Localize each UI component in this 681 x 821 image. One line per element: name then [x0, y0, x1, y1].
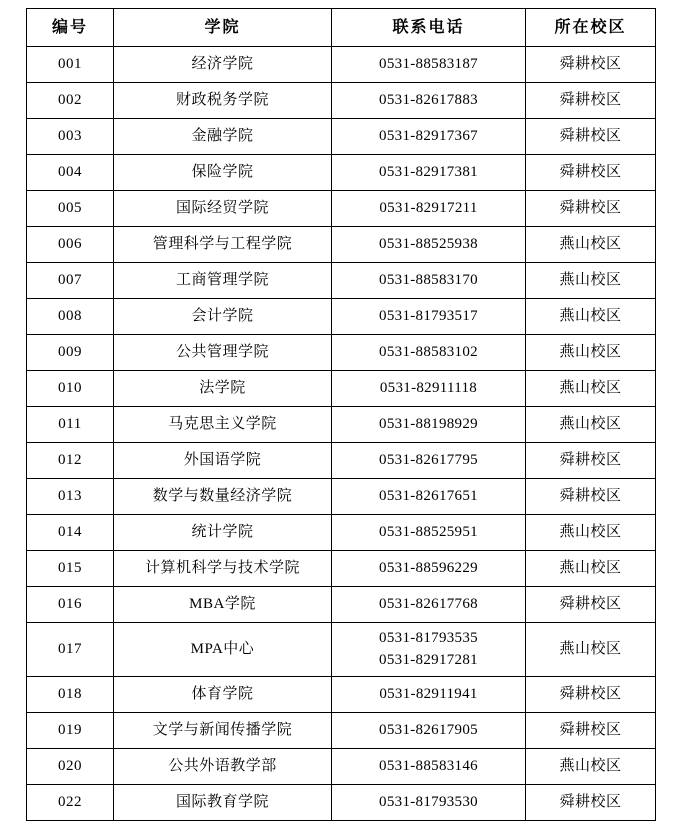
table-row — [27, 479, 656, 515]
cell-id: 011 — [27, 407, 114, 443]
cell-phone — [332, 785, 526, 821]
cell-id: 001 — [27, 47, 114, 83]
cell-id: 004 — [27, 155, 114, 191]
cell-phone — [332, 47, 526, 83]
table-row — [27, 119, 656, 155]
cell-college-name: 体育学院 — [114, 677, 332, 713]
cell-id: 002 — [27, 83, 114, 119]
table-row — [27, 299, 656, 335]
cell-college-name: 工商管理学院 — [114, 263, 332, 299]
cell-college-name: 数学与数量经济学院 — [114, 479, 332, 515]
cell-college-name: 国际经贸学院 — [114, 191, 332, 227]
phone-number: 0531-82917281 — [379, 651, 478, 668]
cell-campus: 燕山校区 — [526, 371, 656, 407]
phone-number: 0531-82911118 — [379, 379, 478, 396]
cell-college-name: MPA中心 — [114, 623, 332, 677]
cell-id: 003 — [27, 119, 114, 155]
cell-phone — [332, 155, 526, 191]
phone-number: 0531-82617795 — [379, 451, 478, 468]
phone-number: 0531-82617905 — [379, 721, 478, 738]
cell-id: 016 — [27, 587, 114, 623]
cell-phone — [332, 479, 526, 515]
cell-campus: 燕山校区 — [526, 551, 656, 587]
table-row — [27, 623, 656, 677]
college-contact-table — [26, 8, 656, 821]
cell-campus: 燕山校区 — [526, 515, 656, 551]
phone-number: 0531-81793530 — [379, 793, 478, 810]
cell-college-name: 文学与新闻传播学院 — [114, 713, 332, 749]
column-header-id: 编号 — [27, 9, 114, 47]
cell-campus: 燕山校区 — [526, 749, 656, 785]
phone-number: 0531-82917381 — [379, 163, 478, 180]
table-row — [27, 785, 656, 821]
table-row — [27, 551, 656, 587]
cell-phone — [332, 443, 526, 479]
cell-campus: 舜耕校区 — [526, 479, 656, 515]
cell-college-name: 国际教育学院 — [114, 785, 332, 821]
phone-number: 0531-82911941 — [379, 685, 478, 702]
cell-id: 013 — [27, 479, 114, 515]
cell-campus: 舜耕校区 — [526, 587, 656, 623]
cell-campus: 舜耕校区 — [526, 47, 656, 83]
cell-id: 010 — [27, 371, 114, 407]
cell-campus: 燕山校区 — [526, 623, 656, 677]
cell-college-name: 统计学院 — [114, 515, 332, 551]
table-row — [27, 155, 656, 191]
table-row — [27, 443, 656, 479]
cell-phone — [332, 515, 526, 551]
cell-campus: 舜耕校区 — [526, 713, 656, 749]
phone-number: 0531-88596229 — [379, 559, 478, 576]
phone-number: 0531-88583102 — [379, 343, 478, 360]
cell-phone — [332, 551, 526, 587]
table-row — [27, 713, 656, 749]
cell-campus: 燕山校区 — [526, 263, 656, 299]
cell-college-name: 公共管理学院 — [114, 335, 332, 371]
cell-id: 008 — [27, 299, 114, 335]
phone-number: 0531-88583187 — [379, 55, 478, 72]
cell-phone — [332, 263, 526, 299]
cell-campus: 舜耕校区 — [526, 119, 656, 155]
table-row — [27, 335, 656, 371]
cell-phone — [332, 713, 526, 749]
cell-phone — [332, 587, 526, 623]
phone-number: 0531-82917211 — [379, 199, 478, 216]
cell-college-name: 管理科学与工程学院 — [114, 227, 332, 263]
cell-id: 007 — [27, 263, 114, 299]
cell-college-name: 法学院 — [114, 371, 332, 407]
phone-number: 0531-82617768 — [379, 595, 478, 612]
cell-campus: 舜耕校区 — [526, 785, 656, 821]
cell-college-name: 外国语学院 — [114, 443, 332, 479]
phone-number: 0531-82917367 — [379, 127, 478, 144]
phone-number: 0531-82617651 — [379, 487, 478, 504]
cell-college-name: 公共外语教学部 — [114, 749, 332, 785]
cell-campus: 舜耕校区 — [526, 191, 656, 227]
cell-id: 020 — [27, 749, 114, 785]
cell-id: 019 — [27, 713, 114, 749]
column-header-campus: 所在校区 — [526, 9, 656, 47]
phone-number: 0531-81793517 — [379, 307, 478, 324]
column-header-phone: 联系电话 — [332, 9, 526, 47]
table-row — [27, 227, 656, 263]
cell-phone — [332, 191, 526, 227]
cell-phone — [332, 371, 526, 407]
table-row — [27, 47, 656, 83]
phone-number: 0531-88583146 — [379, 757, 478, 774]
phone-number: 0531-88525951 — [379, 523, 478, 540]
phone-number: 0531-82617883 — [379, 91, 478, 108]
cell-id: 018 — [27, 677, 114, 713]
phone-number: 0531-88583170 — [379, 271, 478, 288]
table-row — [27, 677, 656, 713]
phone-number: 0531-88525938 — [379, 235, 478, 252]
cell-id: 014 — [27, 515, 114, 551]
cell-id: 015 — [27, 551, 114, 587]
cell-college-name: 马克思主义学院 — [114, 407, 332, 443]
cell-college-name: 经济学院 — [114, 47, 332, 83]
cell-college-name: 会计学院 — [114, 299, 332, 335]
phone-number: 0531-81793535 — [379, 629, 478, 646]
cell-phone — [332, 749, 526, 785]
cell-campus: 燕山校区 — [526, 335, 656, 371]
table-body — [27, 47, 656, 821]
table-row — [27, 749, 656, 785]
cell-phone — [332, 227, 526, 263]
cell-campus: 舜耕校区 — [526, 155, 656, 191]
table-row — [27, 83, 656, 119]
table-row — [27, 407, 656, 443]
cell-phone — [332, 119, 526, 155]
cell-campus: 燕山校区 — [526, 227, 656, 263]
table-row — [27, 191, 656, 227]
phone-number: 0531-88198929 — [379, 415, 478, 432]
cell-phone — [332, 335, 526, 371]
cell-phone — [332, 677, 526, 713]
cell-campus: 燕山校区 — [526, 407, 656, 443]
cell-id: 009 — [27, 335, 114, 371]
cell-id: 017 — [27, 623, 114, 677]
cell-college-name: MBA学院 — [114, 587, 332, 623]
cell-id: 022 — [27, 785, 114, 821]
cell-phone — [332, 299, 526, 335]
cell-campus: 燕山校区 — [526, 299, 656, 335]
cell-campus: 舜耕校区 — [526, 677, 656, 713]
table-row — [27, 515, 656, 551]
cell-phone — [332, 83, 526, 119]
cell-college-name: 金融学院 — [114, 119, 332, 155]
table-header-row — [27, 9, 656, 47]
cell-phone — [332, 407, 526, 443]
cell-college-name: 财政税务学院 — [114, 83, 332, 119]
table-row — [27, 371, 656, 407]
cell-phone — [332, 623, 526, 677]
cell-campus: 舜耕校区 — [526, 83, 656, 119]
cell-id: 012 — [27, 443, 114, 479]
cell-college-name: 保险学院 — [114, 155, 332, 191]
table-row — [27, 587, 656, 623]
cell-campus: 舜耕校区 — [526, 443, 656, 479]
cell-id: 005 — [27, 191, 114, 227]
cell-id: 006 — [27, 227, 114, 263]
column-header-college: 学院 — [114, 9, 332, 47]
table-row — [27, 263, 656, 299]
cell-college-name: 计算机科学与技术学院 — [114, 551, 332, 587]
table-header — [27, 9, 656, 47]
